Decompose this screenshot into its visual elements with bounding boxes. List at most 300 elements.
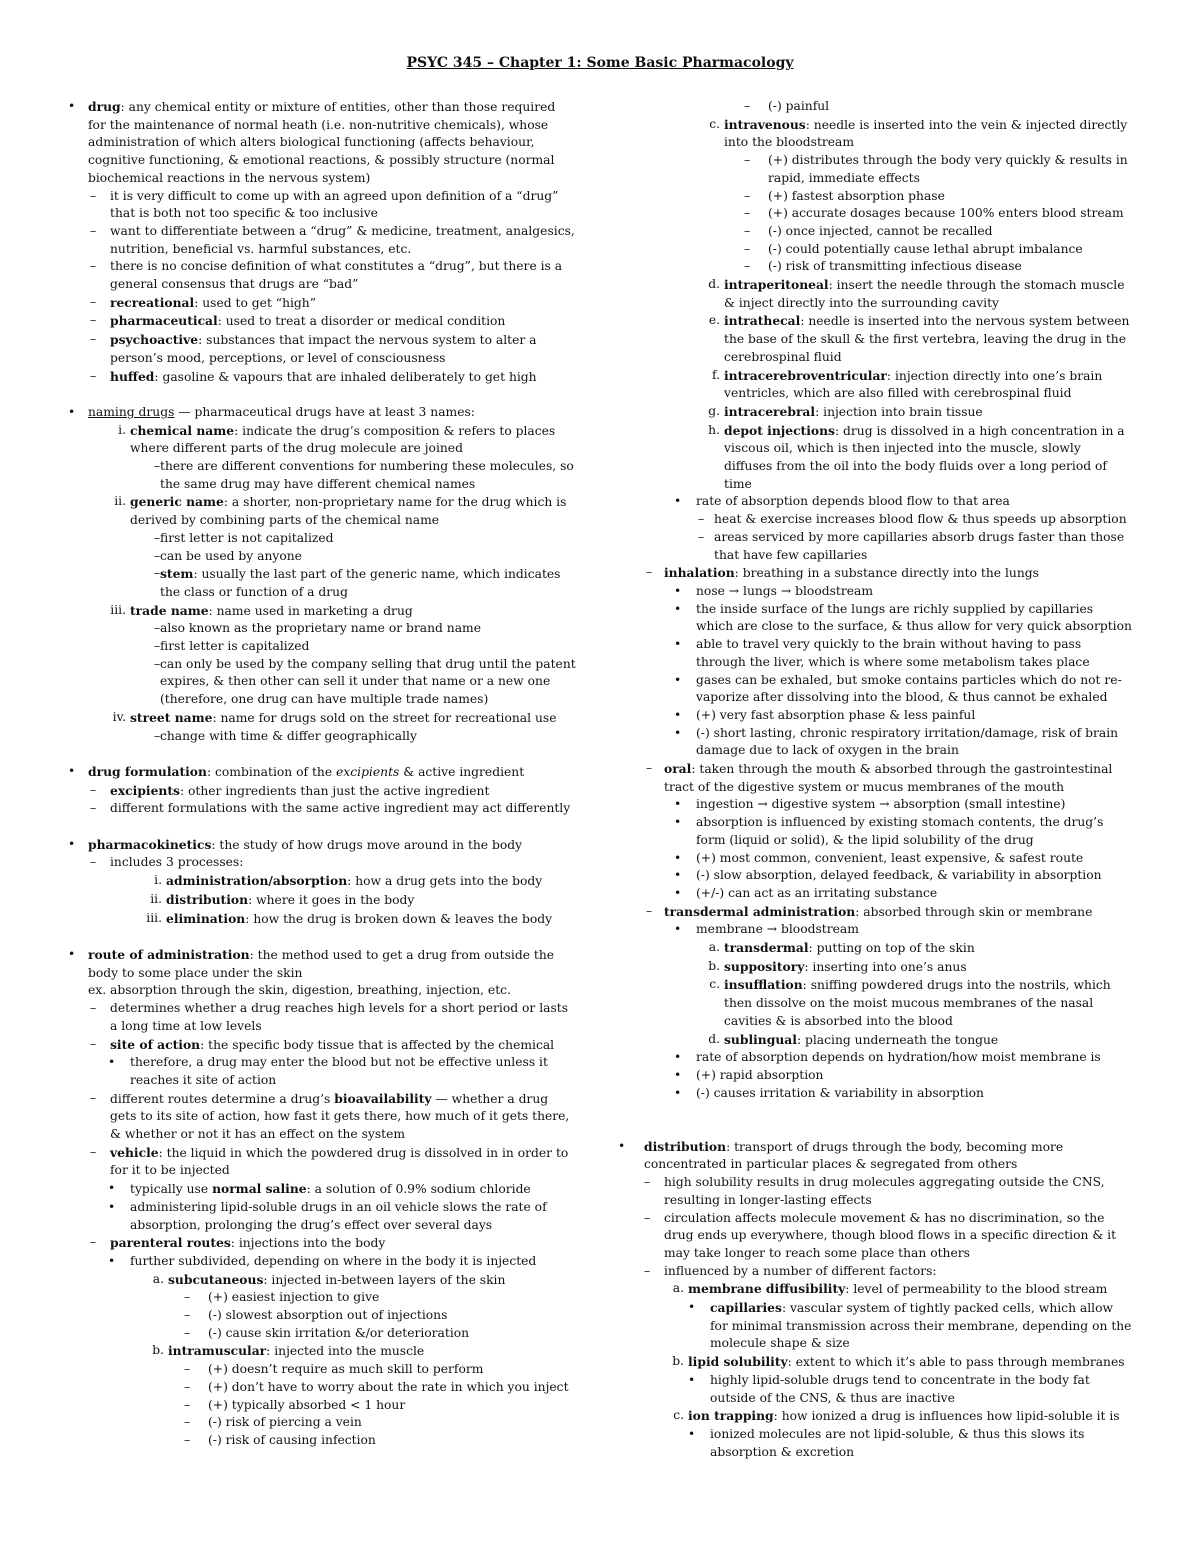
list-marker: •: [68, 99, 76, 113]
list-item-text: (-) risk of piercing a vein: [208, 1415, 362, 1430]
list-item: [628, 958, 1133, 977]
list-item-text: (+) distributes through the body very quickly & results in rapid, immediate effects: [768, 153, 1128, 185]
list-item: [68, 620, 576, 638]
list-item: [628, 760, 1133, 796]
list-item: [68, 565, 576, 601]
list-item: [68, 728, 576, 746]
list-marker: •: [688, 1300, 696, 1315]
list-item-text: distribution: where it goes in the body: [166, 891, 415, 907]
list-item: [628, 422, 1133, 494]
list-marker: •: [688, 1372, 696, 1387]
list-item: [628, 1280, 1133, 1299]
list-item: [68, 1234, 576, 1253]
list-item-text: (-) once injected, cannot be recalled: [768, 223, 993, 238]
list-marker: –: [744, 259, 751, 274]
list-item: [628, 1263, 1133, 1281]
list-marker: –: [90, 188, 97, 203]
list-marker: –: [90, 782, 97, 797]
list-marker: •: [674, 707, 682, 722]
list-marker: –: [184, 1379, 191, 1394]
list-item: [628, 1031, 1133, 1050]
list-item-text: (+) fastest absorption phase: [768, 188, 945, 203]
spacer: [628, 1102, 1133, 1120]
list-marker: –: [744, 153, 751, 168]
list-item: [628, 725, 1133, 760]
list-marker: –: [646, 565, 653, 580]
list-marker: e.: [708, 313, 720, 328]
list-item-text: transdermal: putting on top of the skin: [724, 940, 975, 956]
list-marker: a.: [672, 1281, 684, 1296]
list-item: [68, 258, 576, 293]
list-item-text: also known as the proprietary name or brand name: [160, 621, 481, 636]
list-marker: •: [688, 1427, 696, 1441]
list-item-text: (+) most common, convenient, least expensive, & safest route: [696, 850, 1084, 865]
list-marker: –: [184, 1397, 191, 1412]
list-marker: •: [674, 672, 682, 687]
list-marker: –: [90, 223, 97, 238]
list-item-text: excipients: other ingredients than just the active ingredient: [110, 782, 490, 798]
list-marker: –: [698, 512, 705, 527]
list-item: [68, 1090, 576, 1144]
list-marker: –: [90, 259, 97, 274]
list-item: [68, 1000, 576, 1035]
list-item-text: there is no concise definition of what constitutes a “drug”, but there is a general consensus that drugs are “bad”: [110, 259, 563, 292]
list-item: [68, 422, 576, 458]
list-item-text: (+) typically absorbed < 1 hour: [208, 1397, 406, 1412]
list-item: [628, 850, 1133, 868]
list-item: [628, 529, 1133, 564]
list-item-text: further subdivided, depending on where in the body it is injected: [130, 1253, 537, 1268]
list-marker: –: [90, 1090, 97, 1105]
spacer: [68, 818, 576, 836]
list-marker: –: [744, 206, 751, 221]
list-item-text: (+) very fast absorption phase & less painful: [696, 707, 976, 722]
list-item-text: vehicle: the liquid in which the powdered drug is dissolved in in order to for it to be injected: [110, 1144, 569, 1178]
list-marker: •: [68, 763, 76, 778]
list-item-text: ex. absorption through the skin, digestion, breathing, injection, etc.: [88, 983, 511, 998]
list-item-text: (+/-) can act as an irritating substance: [696, 885, 938, 900]
list-marker: –: [154, 656, 161, 671]
list-item: [628, 276, 1133, 312]
list-item: [628, 258, 1133, 276]
list-item-text: stem: usually the last part of the generic name, which indicates the class or function of a drug: [160, 566, 561, 599]
list-item: [628, 885, 1133, 903]
list-marker: –: [90, 855, 97, 870]
list-item-text: lipid solubility: extent to which it’s able to pass through membranes: [688, 1354, 1125, 1370]
list-item: [68, 98, 576, 188]
list-item-text: (-) slow absorption, delayed feedback, & variability in absorption: [696, 868, 1102, 883]
spacer: [68, 386, 576, 404]
list-item-text: generic name: a shorter, non-proprietary name for the drug which is derived by combining parts of the chemical name: [130, 494, 567, 528]
list-item-text: pharmaceutical: used to treat a disorder or medical condition: [110, 313, 506, 329]
list-item-text: (+) accurate dosages because 100% enters blood stream: [768, 206, 1124, 221]
list-item-text: ingestion → digestive system → absorption (small intestine): [696, 797, 1066, 812]
list-marker: iii.: [146, 910, 162, 925]
list-item-text: (-) could potentially cause lethal abrupt imbalance: [768, 241, 1083, 256]
list-item-text: capillaries: vascular system of tightly packed cells, which allow for minimal transmission across their membrane, depending on the molecule shape & size: [710, 1300, 1132, 1351]
list-item-text: rate of absorption depends blood flow to that area: [696, 494, 1010, 509]
list-item: [628, 312, 1133, 366]
list-item: [68, 530, 576, 548]
list-item-text: route of administration: the method used to get a drug from outside the body to some place under the skin: [88, 946, 555, 980]
list-item: [68, 800, 576, 818]
list-item-text: pharmacokinetics: the study of how drugs move around in the body: [88, 836, 523, 852]
list-marker: –: [154, 728, 161, 743]
list-item-text: influenced by a number of different factors:: [664, 1263, 937, 1278]
list-marker: –: [90, 1036, 97, 1051]
list-item: [628, 223, 1133, 241]
list-item-text: (-) risk of transmitting infectious disease: [768, 259, 1022, 274]
list-item-text: psychoactive: substances that impact the nervous system to alter a person’s mood, perceptions, or level of consciousness: [110, 332, 537, 365]
list-marker: b.: [152, 1343, 164, 1358]
list-item: [68, 1054, 576, 1089]
list-item-text: naming drugs — pharmaceutical drugs have at least 3 names:: [88, 404, 475, 419]
list-item: [68, 1361, 576, 1379]
list-item: [68, 656, 576, 709]
list-item: [628, 601, 1133, 636]
list-item-text: circulation affects molecule movement & has no discrimination, so the drug ends up everywhere, though blood flows in a specific direction & it may take longer to reach some place than others: [664, 1210, 1117, 1260]
list-marker: d.: [708, 1031, 720, 1046]
list-item: [68, 1379, 576, 1397]
list-item-text: nose → lungs → bloodstream: [696, 583, 873, 598]
list-item-text: absorption is influenced by existing stomach contents, the drug’s form (liquid or solid), & the lipid solubility of the drug: [696, 815, 1104, 847]
list-item-text: membrane diffusibility: level of permeability to the blood stream: [688, 1281, 1108, 1297]
list-marker: •: [674, 850, 682, 865]
notes-column-left: [68, 98, 576, 1450]
list-marker: –: [90, 1001, 97, 1016]
list-item-text: (+) easiest injection to give: [208, 1290, 380, 1305]
list-item-text: first letter is not capitalized: [160, 530, 334, 545]
list-item: [628, 1174, 1133, 1209]
list-item: [628, 205, 1133, 223]
list-item-text: insufflation: sniffing powdered drugs into the nostrils, which then dissolve on the moist mucous membranes of the nasal cavities & is absorbed into the blood: [724, 977, 1111, 1028]
list-marker: d.: [708, 277, 720, 292]
list-marker: •: [618, 1138, 626, 1153]
list-marker: iii.: [110, 602, 126, 617]
list-item-text: sublingual: placing underneath the tongue: [724, 1031, 999, 1047]
list-marker: –: [646, 903, 653, 918]
list-item-text: suppository: inserting into one’s anus: [724, 958, 967, 974]
list-item-text: can only be used by the company selling that drug until the patent expires, & then other can sell it under that name or a new one (therefore, one drug can have multiple trade names): [160, 656, 576, 707]
list-item: [628, 976, 1133, 1030]
list-marker: ii.: [114, 494, 126, 509]
list-item: [68, 1307, 576, 1325]
list-item-text: inhalation: breathing in a substance directly into the lungs: [664, 565, 1039, 581]
list-item: [68, 782, 576, 801]
list-item-text: typically use normal saline: a solution of 0.9% sodium chloride: [130, 1181, 531, 1197]
list-item: [68, 368, 576, 387]
list-item-text: intracerebral: injection into brain tissue: [724, 403, 983, 419]
list-marker: •: [108, 1199, 116, 1214]
list-item-text: site of action: the specific body tissue that is affected by the chemical: [110, 1036, 555, 1052]
list-item-text: ion trapping: how ionized a drug is influences how lipid-soluble it is: [688, 1408, 1120, 1424]
list-marker: –: [154, 548, 161, 563]
list-item-text: intracerebroventricular: injection directly into one’s brain ventricles, which are also filled with cerebrospinal fluid: [724, 367, 1103, 401]
list-marker: •: [674, 494, 682, 509]
list-marker: –: [184, 1362, 191, 1377]
list-marker: •: [674, 1067, 682, 1082]
list-item-text: drug: any chemical entity or mixture of entities, other than those required for the maintenance of normal heath (i.e. non-nutritive chemicals), whose administration of which alters biological functioning (affects behaviour, cognitive functioning, & emotional reactions, & possibly structure (normal biochemical reactions in the nervous system): [88, 99, 556, 185]
list-item: [628, 1085, 1133, 1103]
list-item: [628, 1407, 1133, 1426]
list-marker: –: [644, 1175, 651, 1190]
list-marker: –: [644, 1210, 651, 1225]
list-item: [628, 583, 1133, 601]
list-item-text: there are different conventions for numbering these molecules, so the same drug may have different chemical names: [160, 459, 574, 491]
list-item: [628, 241, 1133, 259]
list-item-text: oral: taken through the mouth & absorbed through the gastrointestinal tract of the digestive system or mucus membranes of the mouth: [664, 761, 1113, 794]
list-item: [68, 854, 576, 872]
list-item-text: recreational: used to get “high”: [110, 294, 317, 310]
list-marker: h.: [708, 422, 720, 437]
list-marker: –: [154, 459, 161, 474]
list-item-text: gases can be exhaled, but smoke contains particles which do not re-vaporize after dissolving into the blood, & thus cannot be exhaled: [696, 672, 1122, 705]
list-marker: b.: [672, 1354, 684, 1369]
list-item: [68, 331, 576, 367]
list-item: [68, 982, 576, 1000]
list-marker: –: [154, 621, 161, 636]
list-item: [68, 602, 576, 621]
list-item-text: first letter is capitalized: [160, 639, 310, 654]
list-item: [68, 312, 576, 331]
list-item-text: high solubility results in drug molecules aggregating outside the CNS, resulting in longer-lasting effects: [664, 1175, 1105, 1207]
list-item: [68, 188, 576, 223]
list-marker: ii.: [150, 891, 162, 906]
list-marker: –: [744, 188, 751, 203]
list-item: [68, 294, 576, 313]
list-marker: –: [90, 368, 97, 383]
list-marker: •: [68, 404, 76, 419]
list-marker: •: [674, 1085, 682, 1100]
list-item: [68, 946, 576, 982]
list-marker: –: [744, 99, 751, 113]
list-item-text: intraperitoneal: insert the needle through the stomach muscle & inject directly into the surrounding cavity: [724, 277, 1125, 310]
list-marker: –: [154, 566, 161, 581]
list-item: [628, 403, 1133, 422]
list-marker: b.: [708, 958, 720, 973]
list-marker: •: [674, 797, 682, 812]
list-marker: –: [90, 1144, 97, 1159]
list-item: [628, 867, 1133, 885]
list-marker: f.: [711, 367, 720, 382]
list-marker: g.: [708, 403, 720, 418]
list-marker: –: [184, 1415, 191, 1430]
list-marker: –: [644, 1263, 651, 1278]
list-item-text: rate of absorption depends on hydration/how moist membrane is: [696, 1050, 1101, 1065]
list-item: [628, 564, 1133, 583]
list-marker: iv.: [112, 709, 126, 724]
list-item-text: intravenous: needle is inserted into the vein & injected directly into the bloodstream: [724, 116, 1128, 150]
list-item-text: it is very difficult to come up with an agreed upon definition of a “drug” that is both not too specific & too inclusive: [110, 188, 559, 221]
list-item: [628, 1353, 1133, 1372]
page-title: PSYC 345 – Chapter 1: Some Basic Pharmacology: [406, 55, 794, 71]
list-item-text: distribution: transport of drugs through the body, becoming more concentrated in particular places & segregated from others: [644, 1138, 1064, 1172]
list-item: [68, 1253, 576, 1271]
spacer: [68, 928, 576, 946]
list-item: [68, 1432, 576, 1450]
list-marker: •: [674, 922, 682, 937]
list-item-text: membrane → bloodstream: [696, 922, 859, 937]
list-item: [68, 1342, 576, 1361]
list-item-text: (-) causes irritation & variability in absorption: [696, 1085, 984, 1100]
spacer: [628, 1120, 1133, 1138]
list-item: [628, 511, 1133, 529]
list-item-text: huffed: gasoline & vapours that are inhaled deliberately to get high: [110, 368, 537, 384]
list-item: [628, 939, 1133, 958]
list-item: [628, 903, 1133, 922]
list-marker: •: [674, 601, 682, 616]
list-item: [68, 1144, 576, 1180]
list-marker: •: [108, 1181, 116, 1196]
list-item-text: the inside surface of the lungs are richly supplied by capillaries which are close to the surface, & thus allow for very quick absorption: [696, 601, 1132, 634]
list-marker: •: [674, 885, 682, 900]
list-marker: –: [184, 1308, 191, 1323]
list-marker: –: [184, 1325, 191, 1340]
list-item-text: (-) short lasting, chronic respiratory irritation/damage, risk of brain damage due to lack of oxygen in the brain: [696, 725, 1119, 758]
list-item: [68, 1289, 576, 1307]
list-item-text: (+) rapid absorption: [696, 1067, 824, 1082]
list-item: [628, 367, 1133, 403]
list-item-text: intramuscular: injected into the muscle: [168, 1343, 425, 1359]
list-marker: –: [90, 313, 97, 328]
list-item-text: highly lipid-soluble drugs tend to concentrate in the body fat outside of the CNS, & thus are inactive: [710, 1372, 1090, 1405]
list-item: [68, 223, 576, 258]
list-item: [68, 1199, 576, 1234]
list-item-text: administering lipid-soluble drugs in an oil vehicle slows the rate of absorption, prolonging the drug’s effect over several days: [130, 1199, 547, 1232]
list-item-text: subcutaneous: injected in-between layers of the skin: [168, 1271, 506, 1287]
list-item: [628, 636, 1133, 671]
list-item: [68, 638, 576, 656]
list-marker: •: [108, 1055, 116, 1070]
list-item-text: want to differentiate between a “drug” & medicine, treatment, analgesics, nutrition, beneficial vs. harmful substances, etc.: [110, 223, 575, 256]
list-item-text: elimination: how the drug is broken down & leaves the body: [166, 910, 553, 926]
list-item: [628, 1210, 1133, 1263]
list-item: [628, 1067, 1133, 1085]
list-marker: –: [744, 223, 751, 238]
list-marker: •: [674, 1050, 682, 1065]
list-item: [628, 921, 1133, 939]
list-item-text: (+) doesn’t require as much skill to perform: [208, 1362, 484, 1377]
list-marker: •: [674, 637, 682, 652]
list-item: [68, 548, 576, 566]
list-item-text: change with time & differ geographically: [160, 728, 417, 743]
list-marker: –: [154, 639, 161, 654]
list-item-text: (+) don’t have to worry about the rate in which you inject: [208, 1379, 569, 1394]
list-item: [628, 493, 1133, 511]
list-item-text: depot injections: drug is dissolved in a high concentration in a viscous oil, which is then injected into the muscle, slowly diffuses from the oil into the body fluids over a long period of time: [724, 422, 1125, 491]
list-item: [68, 1397, 576, 1415]
list-marker: –: [90, 294, 97, 309]
list-item: [628, 152, 1133, 187]
list-item-text: intrathecal: needle is inserted into the nervous system between the base of the skull & the first vertebra, leaving the drug in the cerebrospinal fluid: [724, 313, 1130, 364]
list-item: [68, 493, 576, 529]
list-marker: i.: [154, 873, 162, 888]
list-marker: a.: [152, 1271, 164, 1286]
list-item-text: (-) slowest absorption out of injections: [208, 1308, 448, 1323]
spacer: [68, 745, 576, 763]
list-item: [628, 1049, 1133, 1067]
list-marker: i.: [118, 422, 126, 437]
list-item: [68, 1325, 576, 1343]
list-item: [68, 872, 576, 891]
list-marker: •: [68, 946, 76, 961]
list-marker: –: [744, 241, 751, 256]
list-item: [68, 763, 576, 782]
list-marker: –: [184, 1290, 191, 1305]
list-marker: •: [68, 836, 76, 851]
list-item: [628, 796, 1133, 814]
list-item-text: parenteral routes: injections into the body: [110, 1235, 386, 1251]
list-item: [68, 891, 576, 910]
list-item: [628, 98, 1133, 116]
list-item-text: trade name: name used in marketing a drug: [130, 602, 413, 618]
list-item: [628, 1426, 1133, 1461]
list-marker: –: [90, 332, 97, 347]
list-marker: –: [154, 530, 161, 545]
list-marker: –: [184, 1432, 191, 1447]
list-item-text: transdermal administration: absorbed through skin or membrane: [664, 903, 1093, 919]
list-item: [628, 1372, 1133, 1407]
list-item: [68, 836, 576, 855]
list-item-text: areas serviced by more capillaries absorb drugs faster than those that have few capillaries: [714, 529, 1125, 562]
list-item: [628, 116, 1133, 152]
list-item: [628, 814, 1133, 849]
list-item: [68, 709, 576, 728]
list-marker: –: [646, 761, 653, 776]
list-marker: •: [674, 725, 682, 740]
list-item: [628, 672, 1133, 707]
list-item-text: different formulations with the same active ingredient may act differently: [110, 801, 571, 816]
list-marker: c.: [709, 977, 720, 992]
list-item-text: (-) cause skin irritation &/or deterioration: [208, 1325, 470, 1340]
list-item: [618, 1138, 1133, 1174]
list-item: [628, 707, 1133, 725]
list-marker: –: [90, 1235, 97, 1250]
list-item-text: administration/absorption: how a drug gets into the body: [166, 873, 543, 889]
list-item-text: ionized molecules are not lipid-soluble, & thus this slows its absorption & excretion: [710, 1427, 1085, 1459]
list-item-text: drug formulation: combination of the excipients & active ingredient: [88, 763, 525, 779]
list-marker: c.: [709, 116, 720, 131]
list-item: [68, 404, 576, 422]
list-marker: •: [674, 815, 682, 830]
list-item-text: heat & exercise increases blood flow & thus speeds up absorption: [714, 512, 1127, 527]
list-item-text: (-) risk of causing infection: [208, 1432, 376, 1447]
list-item: [68, 1036, 576, 1055]
list-item-text: therefore, a drug may enter the blood but not be effective unless it reaches it site of action: [130, 1055, 548, 1087]
list-item: [68, 1271, 576, 1290]
list-item: [628, 1299, 1133, 1353]
list-item: [68, 1414, 576, 1432]
list-item-text: includes 3 processes:: [110, 855, 244, 870]
list-item-text: street name: name for drugs sold on the street for recreational use: [130, 709, 557, 725]
list-item-text: different routes determine a drug’s bioavailability — whether a drug gets to its site of action, how fast it gets there, how much of it gets there, & whether or not it has an effect on the system: [110, 1090, 570, 1142]
notes-column-right: [618, 98, 1133, 1461]
list-marker: –: [698, 529, 705, 544]
list-item: [68, 910, 576, 929]
list-item-text: determines whether a drug reaches high levels for a short period or lasts a long time at low levels: [110, 1001, 569, 1033]
list-item: [68, 1180, 576, 1199]
list-marker: •: [674, 868, 682, 883]
list-item: [68, 458, 576, 493]
list-item-text: able to travel very quickly to the brain without having to pass through the liver, which is where some metabolism takes place: [696, 637, 1090, 669]
list-marker: –: [90, 801, 97, 816]
list-marker: c.: [673, 1408, 684, 1423]
list-marker: a.: [708, 940, 720, 955]
list-item: [628, 188, 1133, 206]
list-marker: •: [108, 1253, 116, 1268]
list-marker: •: [674, 583, 682, 598]
list-item-text: (-) painful: [768, 99, 830, 113]
